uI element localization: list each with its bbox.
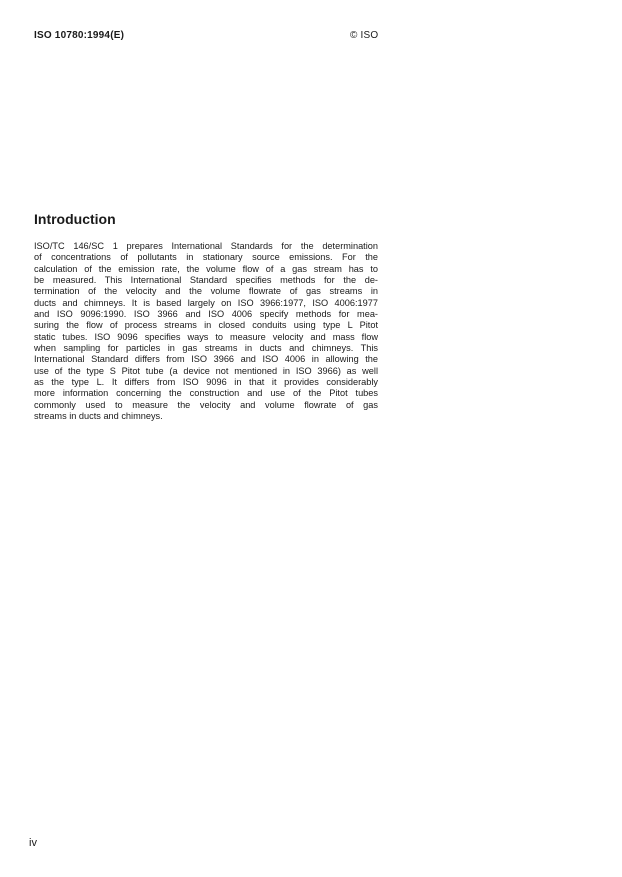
paragraph-line: streams in ducts and chimneys. xyxy=(34,411,163,422)
paragraph-line: International Standard differs from ISO 3966 and ISO 4006 in allowing the xyxy=(34,354,378,365)
paragraph-line: commonly used to measure the velocity and volume flowrate of gas xyxy=(34,399,378,410)
paragraph-line: be measured. This International Standard specifies methods for the de- xyxy=(34,275,378,286)
paragraph-line: as the type L. It differs from ISO 9096 in that it provides considerably xyxy=(34,377,378,388)
paragraph-line: when sampling for particles in gas streams in ducts and chimneys. This xyxy=(34,343,378,354)
paragraph-line: termination of the velocity and the volume flowrate of gas streams in xyxy=(34,286,378,297)
paragraph-line: ducts and chimneys. It is based largely on ISO 3966:1977, ISO 4006:1977 xyxy=(34,297,378,308)
paragraph-line: more information concerning the construction and use of the Pitot tubes xyxy=(34,388,378,399)
paragraph-line: static tubes. ISO 9096 specifies ways to measure velocity and mass flow xyxy=(34,331,378,342)
document-id: ISO 10780:1994(E) xyxy=(34,30,125,41)
paragraph-line: and ISO 9096:1990. ISO 3966 and ISO 4006 specify methods for mea- xyxy=(34,309,378,320)
section-title: Introduction xyxy=(34,211,116,227)
paragraph-line: use of the type S Pitot tube (a device not mentioned in ISO 3966) as well xyxy=(34,365,378,376)
paragraph-line: calculation of the emission rate, the volume flow of a gas stream has to xyxy=(34,263,378,274)
page-number: iv xyxy=(29,837,37,849)
paragraph-line: ISO/TC 146/SC 1 prepares International Standards for the determination xyxy=(34,241,378,251)
paragraph-line: suring the flow of process streams in closed conduits using type L Pitot xyxy=(34,320,378,331)
paragraph-line: of concentrations of pollutants in stationary source emissions. For the xyxy=(34,252,378,263)
copyright-notice: © ISO xyxy=(350,30,379,41)
introduction-paragraph xyxy=(34,241,378,423)
